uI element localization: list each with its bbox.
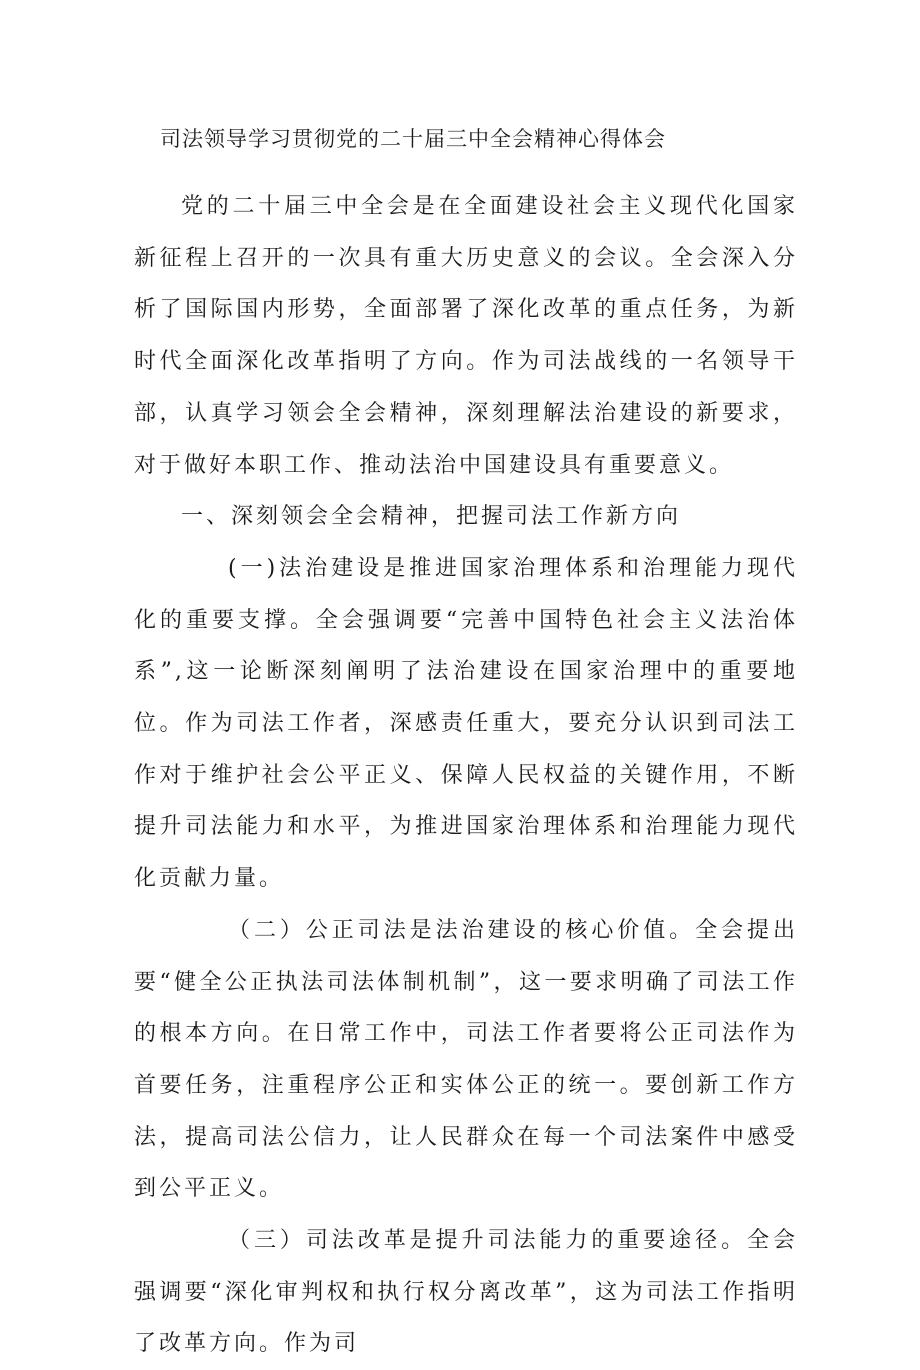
- document-title: 司法领导学习贯彻党的二十届三中全会精神心得体会: [160, 127, 666, 151]
- section-heading-1: 一、深刻领会全会精神，把握司法工作新方向: [181, 504, 682, 530]
- paragraph-point-2: （二）公正司法是法治建设的核心价值。全会提出要“健全公正执法司法体制机制”，这一要求明确了司法工作的根本方向。在日常工作中，司法工作者要将公正司法作为首要任务，注重程序公正和实体公正的统一。要创新工作方法，提高司法公信力，让人民群众在每一个司法案件中感受到公平正义。: [134, 917, 798, 1202]
- paragraph-point-3: （三）司法改革是提升司法能力的重要途径。全会强调要“深化审判权和执行权分离改革”，这为司法工作指明了改革方向。作为司: [134, 1228, 798, 1357]
- paragraph-point-1: (一)法治建设是推进国家治理体系和治理能力现代化的重要支撑。全会强调要“完善中国特色社会主义法治体系”,这一论断深刻阐明了法治建设在国家治理中的重要地位。作为司法工作者，深感责任重大，要充分认识到司法工作对于维护社会公平正义、保障人民权益的关键作用，不断提升司法能力和水平，为推进国家治理体系和治理能力现代化贡献力量。: [134, 555, 798, 892]
- intro-paragraph: 党的二十届三中全会是在全面建设社会主义现代化国家新征程上召开的一次具有重大历史意义的会议。全会深入分析了国际国内形势，全面部署了深化改革的重点任务，为新时代全面深化改革指明了方向。作为司法战线的一名领导干部，认真学习领会全会精神，深刻理解法治建设的新要求，对于做好本职工作、推动法治中国建设具有重要意义。: [134, 194, 798, 478]
- document-body: [134, 181, 798, 1370]
